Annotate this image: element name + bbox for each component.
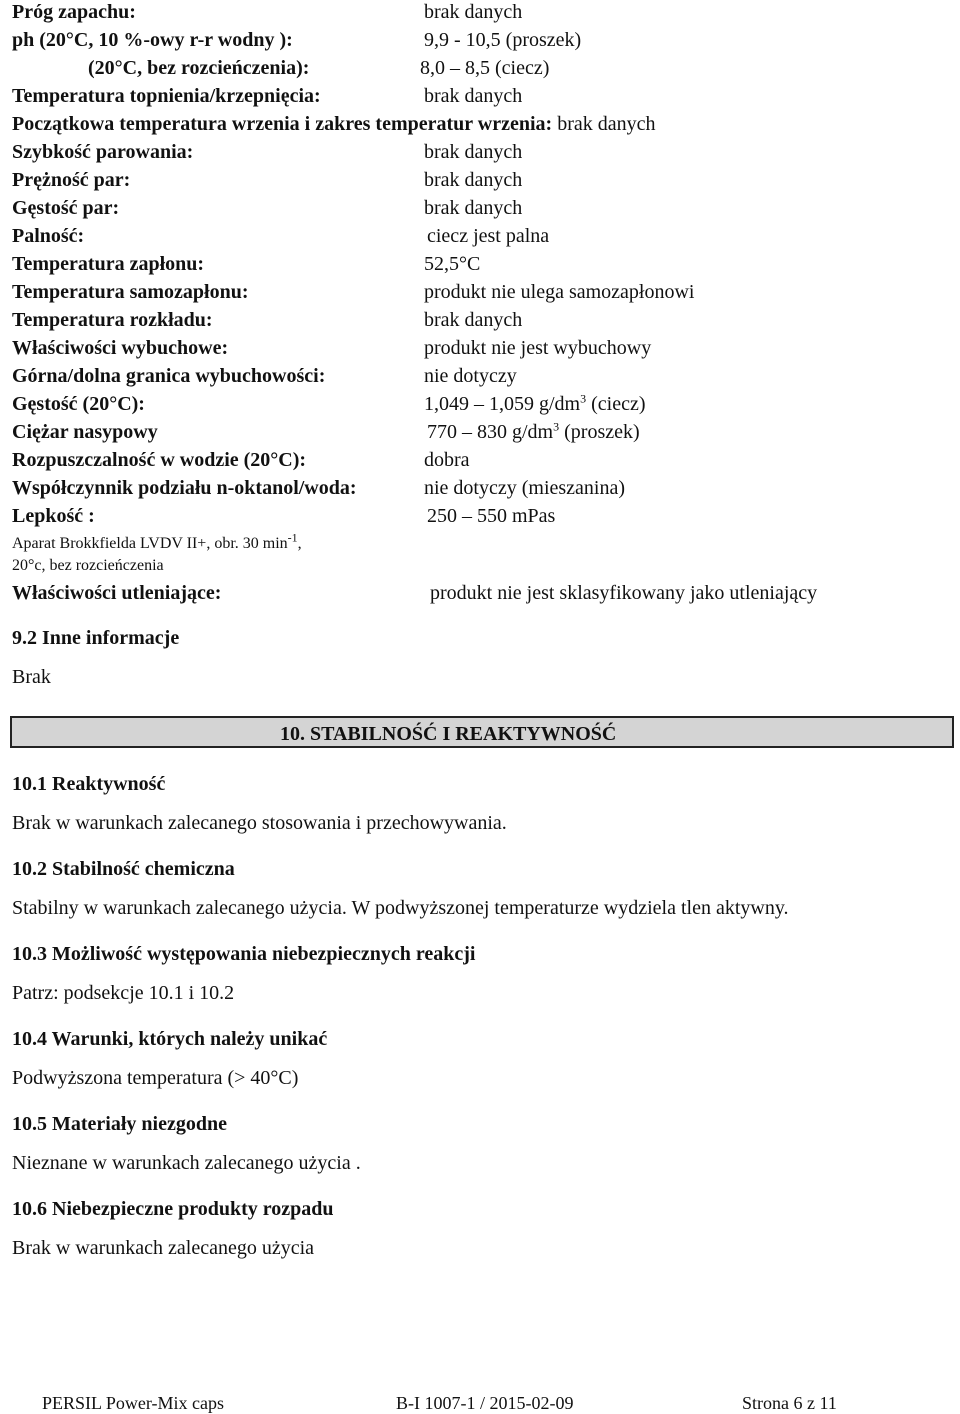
prop-value-decomposition: brak danych (424, 309, 523, 331)
density-unit-exponent: 3 (580, 391, 587, 406)
section-10-title: 10. STABILNOŚĆ I REAKTYWNOŚĆ (280, 723, 617, 745)
subsection-10-5-text: Nieznane w warunkach zalecanego użycia . (12, 1152, 361, 1174)
prop-value-explosive: produkt nie jest wybuchowy (424, 337, 652, 359)
footer-product-name: PERSIL Power-Mix caps (42, 1393, 224, 1413)
subsection-10-2-heading: 10.2 Stabilność chemiczna (12, 858, 235, 880)
subsection-10-5-heading: 10.5 Materiały niezgodne (12, 1113, 227, 1135)
bulk-density-value-form: (proszek) (559, 421, 640, 443)
viscosity-note-line1 (12, 530, 302, 554)
viscosity-note-comma: , (297, 535, 302, 552)
prop-value-partition-coefficient: nie dotyczy (mieszanina) (424, 477, 626, 499)
subsection-10-4-text: Podwyższona temperatura (> 40°C) (12, 1067, 299, 1089)
prop-label-ph-powder: ph (20°C, 10 %-owy r-r wodny ): (12, 29, 293, 51)
prop-label-explosive: Właściwości wybuchowe: (12, 337, 229, 359)
prop-label-vapor-density: Gęstość par: (12, 197, 120, 219)
subsection-10-1-text: Brak w warunkach zalecanego stosowania i przechowywania. (12, 812, 507, 834)
prop-label-decomposition: Temperatura rozkładu: (12, 309, 213, 331)
prop-value-flash-point: 52,5°C (424, 253, 481, 275)
viscosity-note-text: Aparat Brokkfielda LVDV II+, obr. 30 min (12, 535, 288, 552)
prop-value-odor-threshold: brak danych (424, 1, 523, 23)
bulk-density-unit-exponent: 3 (553, 419, 560, 434)
prop-value-bulk-density (427, 420, 640, 444)
subsection-10-1-heading: 10.1 Reaktywność (12, 773, 166, 795)
prop-value-ph-liquid: 8,0 – 8,5 (ciecz) (420, 57, 550, 79)
prop-value-flammability: ciecz jest palna (427, 225, 550, 247)
prop-value-viscosity: 250 – 550 mPas (427, 505, 556, 527)
prop-label-boiling-point: Początkowa temperatura wrzenia i zakres temperatur wrzenia: (12, 113, 553, 135)
footer-page-number: Strona 6 z 11 (742, 1393, 837, 1413)
prop-value-vapor-pressure: brak danych (424, 169, 523, 191)
prop-label-flash-point: Temperatura zapłonu: (12, 253, 205, 275)
prop-value-ph-powder: 9,9 - 10,5 (proszek) (424, 29, 582, 51)
prop-value-autoignition: produkt nie ulega samozapłonowi (424, 281, 695, 303)
prop-label-solubility: Rozpuszczalność w wodzie (20°C): (12, 449, 307, 471)
subsection-10-6-heading: 10.6 Niebezpieczne produkty rozpadu (12, 1198, 334, 1220)
prop-value-oxidizing: produkt nie jest sklasyfikowany jako utleniający (430, 582, 818, 604)
subsection-10-3-heading: 10.3 Możliwość występowania niebezpiecznych reakcji (12, 943, 476, 965)
prop-value-melting-point: brak danych (424, 85, 523, 107)
footer-document-id: B-I 1007-1 / 2015-02-09 (396, 1393, 574, 1413)
prop-label-flammability: Palność: (12, 225, 85, 247)
section-9-2-text: Brak (12, 666, 51, 688)
density-value-text: 1,049 – 1,059 g/dm (424, 393, 581, 415)
prop-label-partition-coefficient: Współczynnik podziału n-oktanol/woda: (12, 477, 357, 499)
bulk-density-value-text: 770 – 830 g/dm (427, 421, 554, 443)
prop-label-autoignition: Temperatura samozapłonu: (12, 281, 249, 303)
viscosity-note-exponent: -1 (287, 530, 298, 545)
prop-row-boiling-point (12, 112, 656, 136)
subsection-10-3-text: Patrz: podsekcje 10.1 i 10.2 (12, 982, 235, 1004)
subsection-10-6-text: Brak w warunkach zalecanego użycia (12, 1237, 315, 1259)
prop-value-density (424, 392, 646, 416)
prop-label-density: Gęstość (20°C): (12, 393, 145, 415)
prop-label-ph-liquid: (20°C, bez rozcieńczenia): (88, 57, 310, 79)
section-10-banner (10, 716, 954, 748)
prop-value-boiling-point: brak danych (557, 113, 656, 135)
prop-label-odor-threshold: Próg zapachu: (12, 1, 136, 23)
subsection-10-4-heading: 10.4 Warunki, których należy unikać (12, 1028, 328, 1050)
prop-value-evaporation-rate: brak danych (424, 141, 523, 163)
prop-value-solubility: dobra (424, 449, 470, 471)
prop-label-bulk-density: Ciężar nasypowy (12, 421, 158, 443)
prop-label-explosion-limits: Górna/dolna granica wybuchowości: (12, 365, 326, 387)
prop-value-vapor-density: brak danych (424, 197, 523, 219)
prop-value-explosion-limits: nie dotyczy (424, 365, 517, 387)
prop-label-vapor-pressure: Prężność par: (12, 169, 131, 191)
section-9-2-heading: 9.2 Inne informacje (12, 627, 180, 649)
density-value-form: (ciecz) (586, 393, 646, 415)
prop-label-melting-point: Temperatura topnienia/krzepnięcia: (12, 85, 321, 107)
viscosity-note-line2: 20°c, bez rozcieńczenia (12, 557, 164, 574)
prop-label-evaporation-rate: Szybkość parowania: (12, 141, 194, 163)
subsection-10-2-text: Stabilny w warunkach zalecanego użycia. W podwyższonej temperaturze wydziela tlen aktywny. (12, 897, 789, 919)
prop-label-viscosity: Lepkość : (12, 505, 95, 527)
prop-label-oxidizing: Właściwości utleniające: (12, 582, 222, 604)
